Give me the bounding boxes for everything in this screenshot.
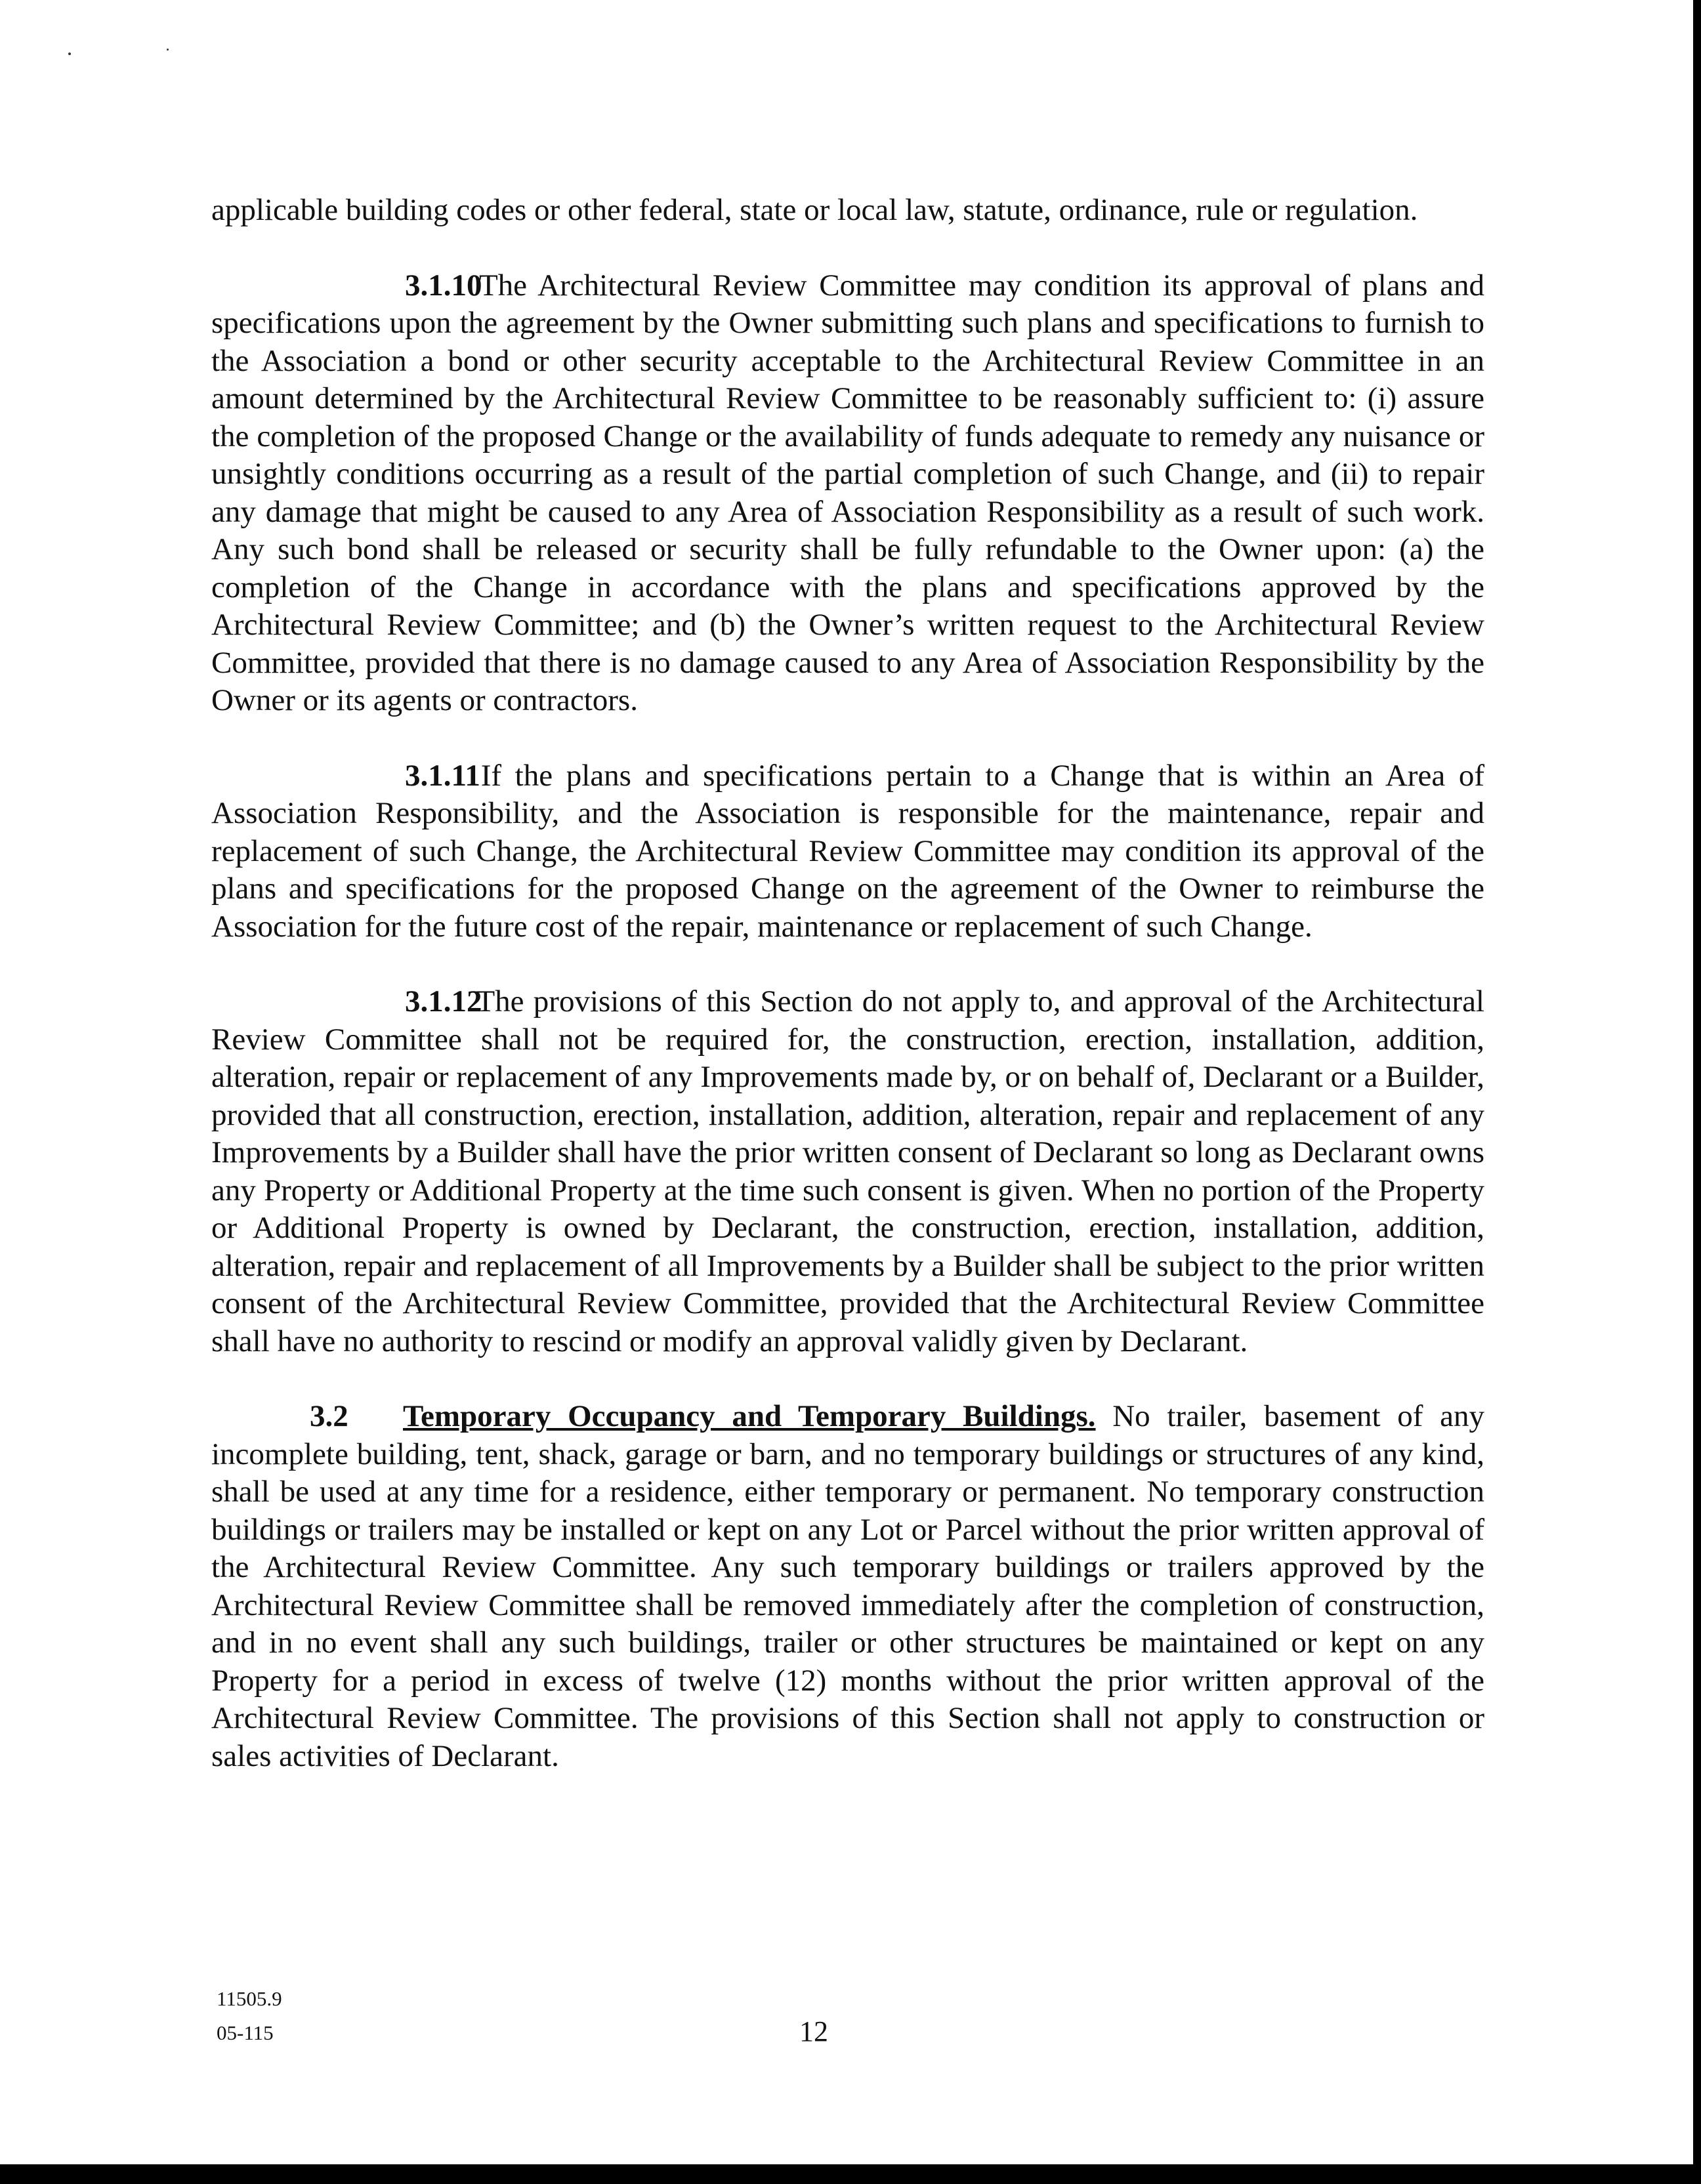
section-heading: Temporary Occupancy and Temporary Buildings.: [403, 1399, 1096, 1433]
document-body: [211, 192, 1484, 1775]
page-number: 12: [799, 2015, 828, 2048]
footer-doc-codes: [217, 1982, 282, 2050]
section-3-1-12: [211, 983, 1484, 1360]
section-number: 3.2: [310, 1399, 348, 1433]
section-3-2: [211, 1398, 1484, 1775]
scan-speck: [167, 49, 169, 51]
section-text: The provisions of this Section do not apply to, and approval of the Architectural Review Committee shall not be required for, the construction, erection, installation, addition, alteration, repair or replacement of any Improvements made by, or on behalf of, Declarant or a Builder, provided that all construction, erection, installation, addition, alteration, repair and replacement of any Improvements by a Builder shall have the prior written consent of Declarant so long as Declarant owns any Property or Additional Property at the time such consent is given. When no portion of the Property or Additional Property is owned by Declarant, the construction, erection, installation, addition, alteration, repair and replacement of all Improvements by a Builder shall be subject to the prior written consent of the Architectural Review Committee, provided that the Architectural Review Committee shall have no authority to rescind or modify an approval validly given by Declarant.: [211, 984, 1484, 1358]
section-3-1-10: [211, 267, 1484, 720]
section-text: The Architectural Review Committee may condition its approval of plans and specifications upon the agreement by the Owner submitting such plans and specifications to furnish to the Association a bond or other security acceptable to the Architectural Review Committee in an amount determined by the Architectural Review Committee to be reasonably sufficient to: (i) assure the completion of the proposed Change or the availability of funds adequate to remedy any nuisance or unsightly conditions occurring as a result of the partial completion of such Change, and (ii) to repair any damage that might be caused to any Area of Association Responsibility as a result of such work. Any such bond shall be released or security shall be fully refundable to the Owner upon: (a) the completion of the Change in accordance with the plans and specifications approved by the Architectural Review Committee; and (b) the Owner’s written request to the Architectural Review Committee, provided that there is no damage caused to any Area of Association Responsibility by the Owner or its agents or contractors.: [211, 268, 1485, 717]
doc-code-2: 05-115: [217, 2021, 274, 2044]
scan-border-bottom: [0, 2164, 1701, 2184]
section-text: No trailer, basement of any incomplete building, tent, shack, garage or barn, and no temporary buildings or structures of any kind, shall be used at any time for a residence, either temporary or permanent. No temporary construction buildings or trailers may be installed or kept on any Lot or Parcel without the prior written approval of the Architectural Review Committee. Any such temporary buildings or trailers approved by the Architectural Review Committee shall be removed immediately after the completion of construction, and in no event shall any such buildings, trailer or other structures be maintained or kept on any Property for a period in excess of twelve (12) months without the prior written approval of the Architectural Review Committee. The provisions of this Section shall not apply to construction or sales activities of Declarant.: [211, 1399, 1484, 1773]
section-3-1-11: [211, 757, 1484, 946]
opening-paragraph: applicable building codes or other federal, state or local law, statute, ordinance, rule or regulation.: [211, 193, 1418, 227]
doc-code-1: 11505.9: [217, 1987, 282, 2010]
scan-border-right: [1693, 0, 1701, 2184]
section-number: 3.1.11: [405, 758, 480, 793]
section-text: If the plans and specifications pertain to a Change that is within an Area of Association Responsibility, and the Association is responsible for the maintenance, repair and replacement of such Change, the Architectural Review Committee may condition its approval of the plans and specifications for the proposed Change on the agreement of the Owner to reimburse the Association for the future cost of the repair, maintenance or replacement of such Change.: [211, 758, 1485, 944]
section-number: 3.1.12: [405, 984, 482, 1018]
scan-speck: [68, 52, 71, 55]
section-number: 3.1.10: [405, 268, 482, 303]
